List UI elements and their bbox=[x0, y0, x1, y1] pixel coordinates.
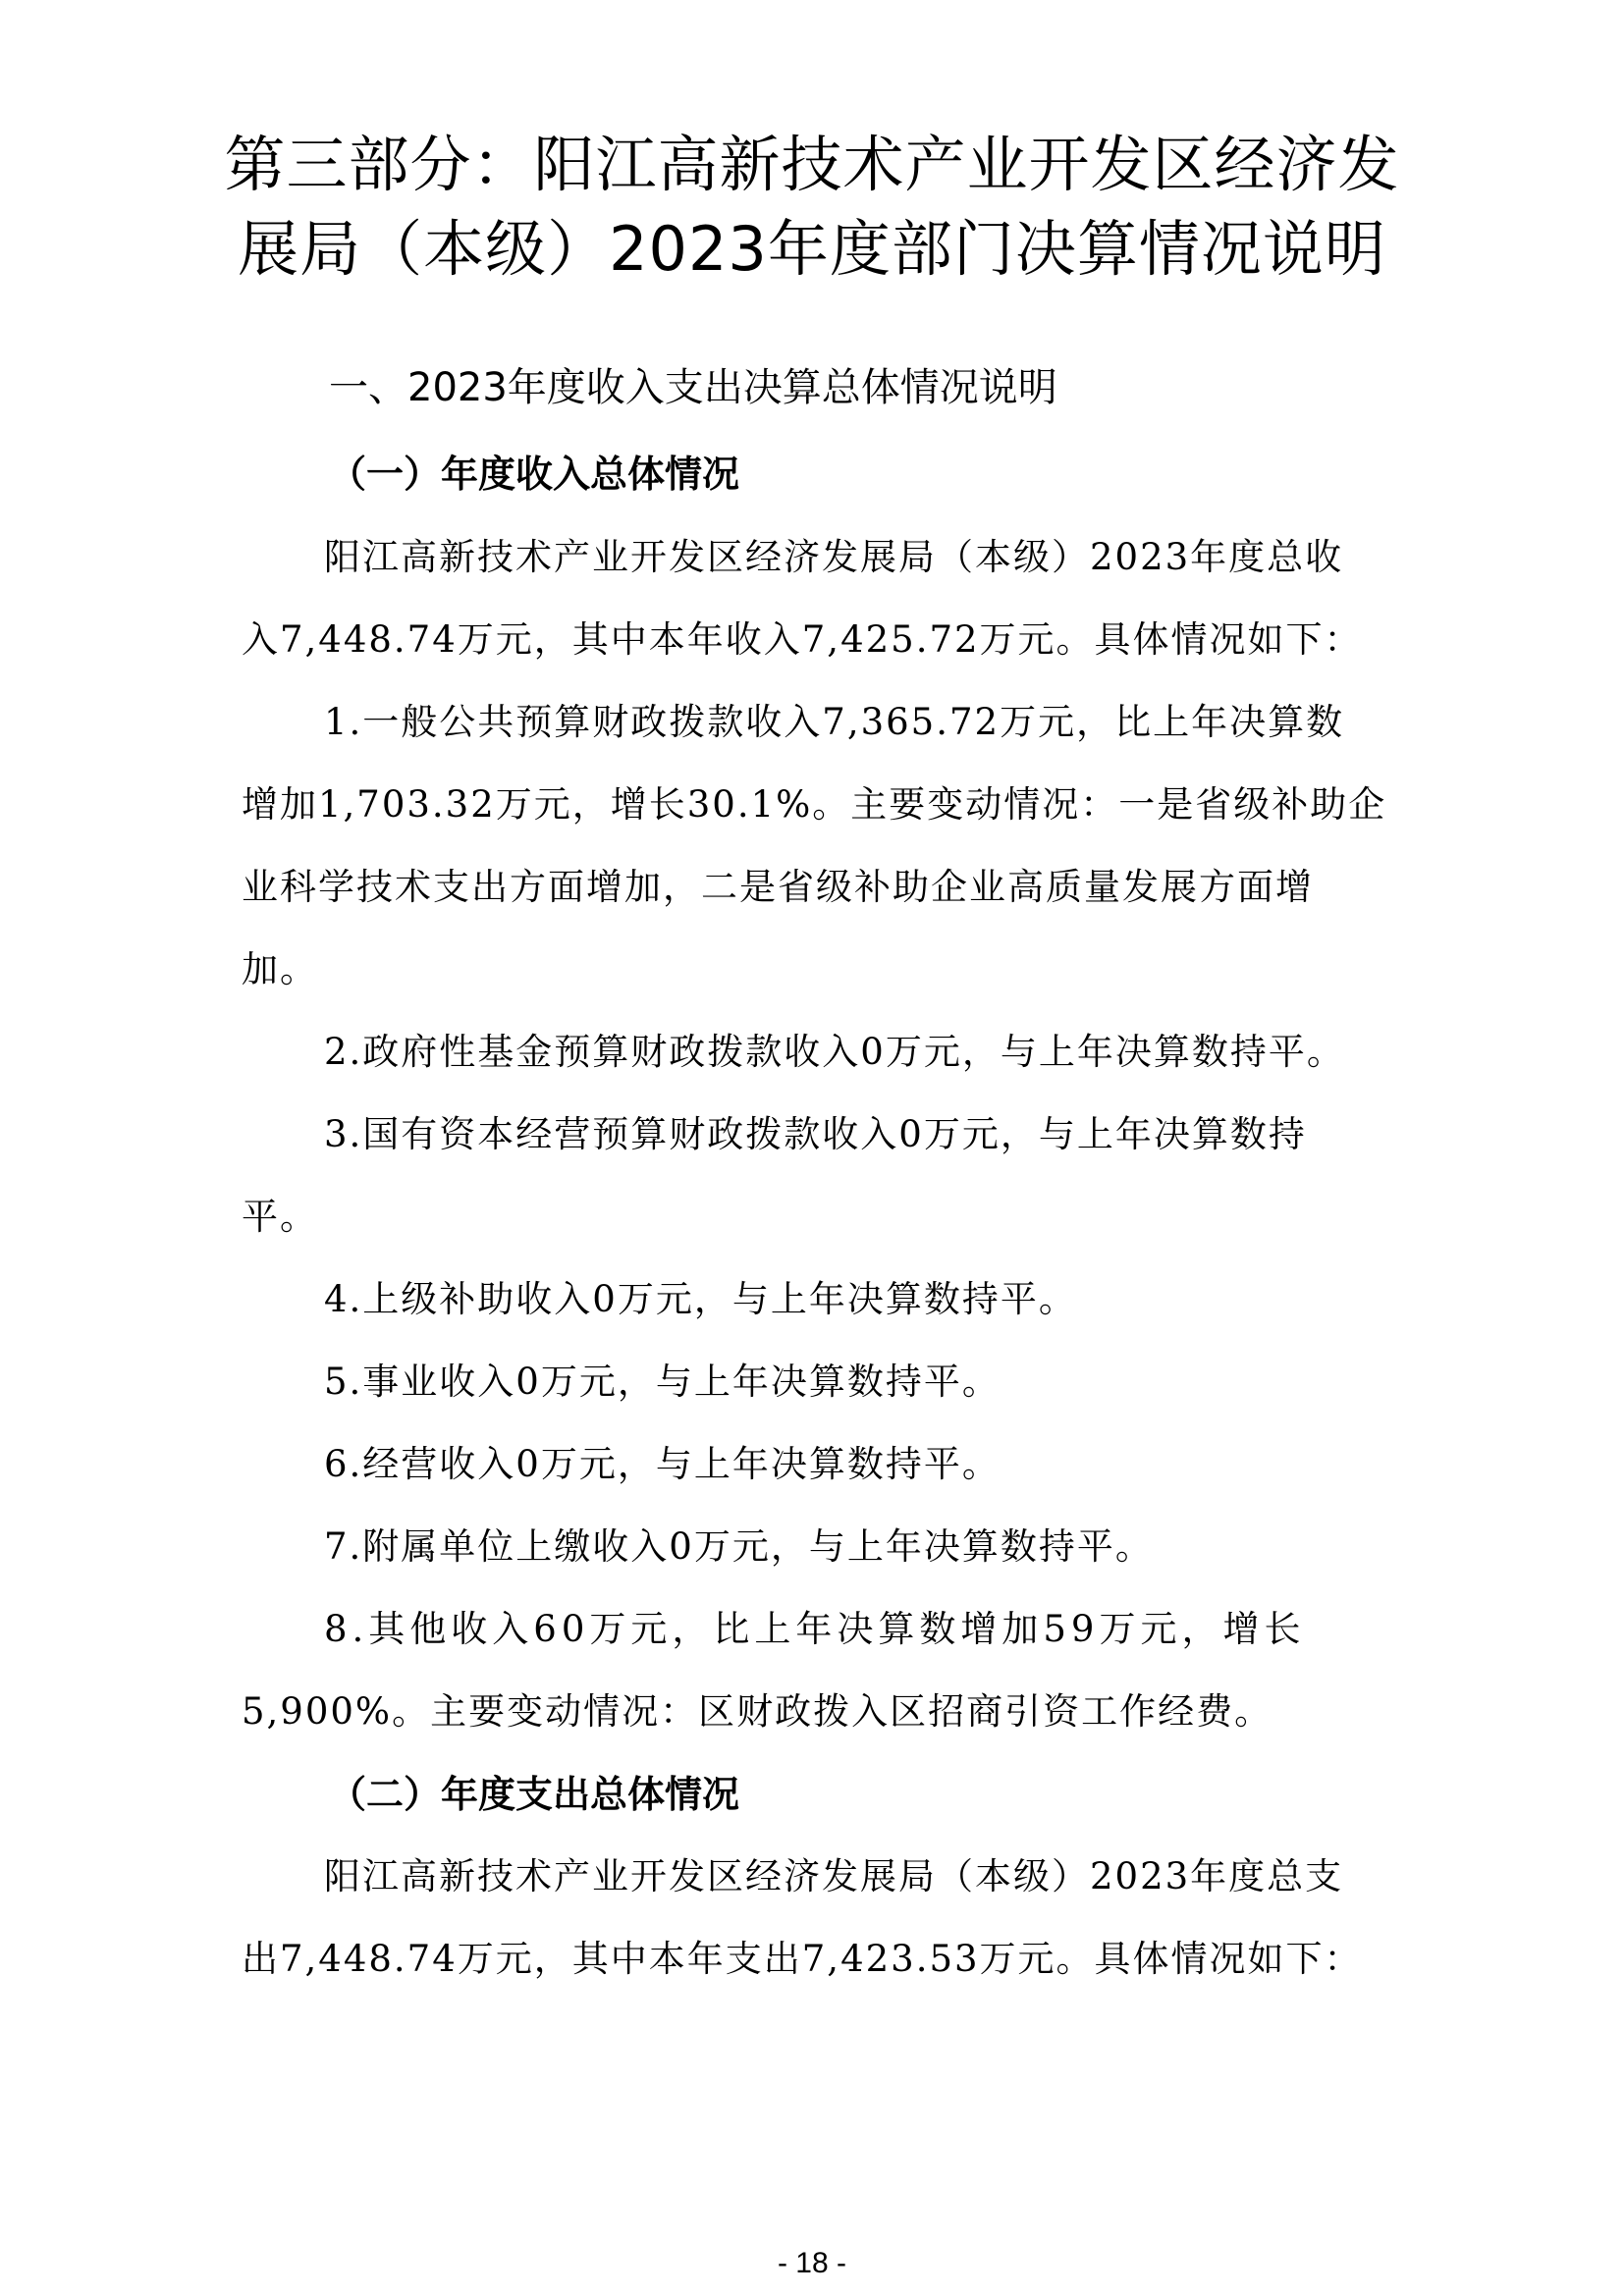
income-item-6-line-1: 6.经营收入0万元，与上年决算数持平。 bbox=[324, 1443, 1001, 1485]
income-item-4-line-1: 4.上级补助收入0万元，与上年决算数持平。 bbox=[324, 1278, 1077, 1320]
income-item-1-line-2: 增加1,703.32万元，增长30.1%。主要变动情况：一是省级补助企 bbox=[242, 783, 1387, 826]
income-item-1-line-1: 1.一般公共预算财政拨款收入7,365.72万元，比上年决算数 bbox=[324, 701, 1345, 743]
income-item-7-line-1: 7.附属单位上缴收入0万元，与上年决算数持平。 bbox=[324, 1525, 1154, 1568]
section-heading: 一、2023年度收入支出决算总体情况说明 bbox=[329, 365, 1057, 410]
expenditure-intro-line-1: 阳江高新技术产业开发区经济发展局（本级）2023年度总支 bbox=[324, 1855, 1344, 1897]
subsection-heading-income: （一）年度收入总体情况 bbox=[329, 453, 740, 496]
document-title-line-1: 第三部分：阳江高新技术产业开发区经济发 bbox=[224, 129, 1400, 200]
income-intro-line-2: 入7,448.74万元，其中本年收入7,425.72万元。具体情况如下： bbox=[242, 618, 1363, 661]
income-item-8-line-2: 5,900%。主要变动情况：区财政拨入区招商引资工作经费。 bbox=[242, 1690, 1273, 1733]
income-item-5-line-1: 5.事业收入0万元，与上年决算数持平。 bbox=[324, 1361, 1001, 1403]
page-number: - 18 - bbox=[777, 2247, 847, 2279]
income-intro-line-1: 阳江高新技术产业开发区经济发展局（本级）2023年度总收 bbox=[324, 536, 1344, 578]
income-item-3-line-2: 平。 bbox=[242, 1196, 318, 1238]
income-item-1-line-3: 业科学技术支出方面增加，二是省级补助企业高质量发展方面增 bbox=[242, 866, 1314, 908]
income-item-2-line-1: 2.政府性基金预算财政拨款收入0万元，与上年决算数持平。 bbox=[324, 1031, 1345, 1073]
income-item-8-line-1: 8.其他收入60万元，比上年决算数增加59万元，增长 bbox=[324, 1608, 1306, 1650]
document-title-line-2: 展局（本级）2023年度部门决算情况说明 bbox=[238, 213, 1386, 285]
subsection-heading-expenditure: （二）年度支出总体情况 bbox=[329, 1773, 740, 1816]
income-item-3-line-1: 3.国有资本经营预算财政拨款收入0万元，与上年决算数持 bbox=[324, 1113, 1307, 1155]
income-item-1-line-4: 加。 bbox=[242, 948, 318, 990]
expenditure-intro-line-2: 出7,448.74万元，其中本年支出7,423.53万元。具体情况如下： bbox=[242, 1938, 1363, 1980]
